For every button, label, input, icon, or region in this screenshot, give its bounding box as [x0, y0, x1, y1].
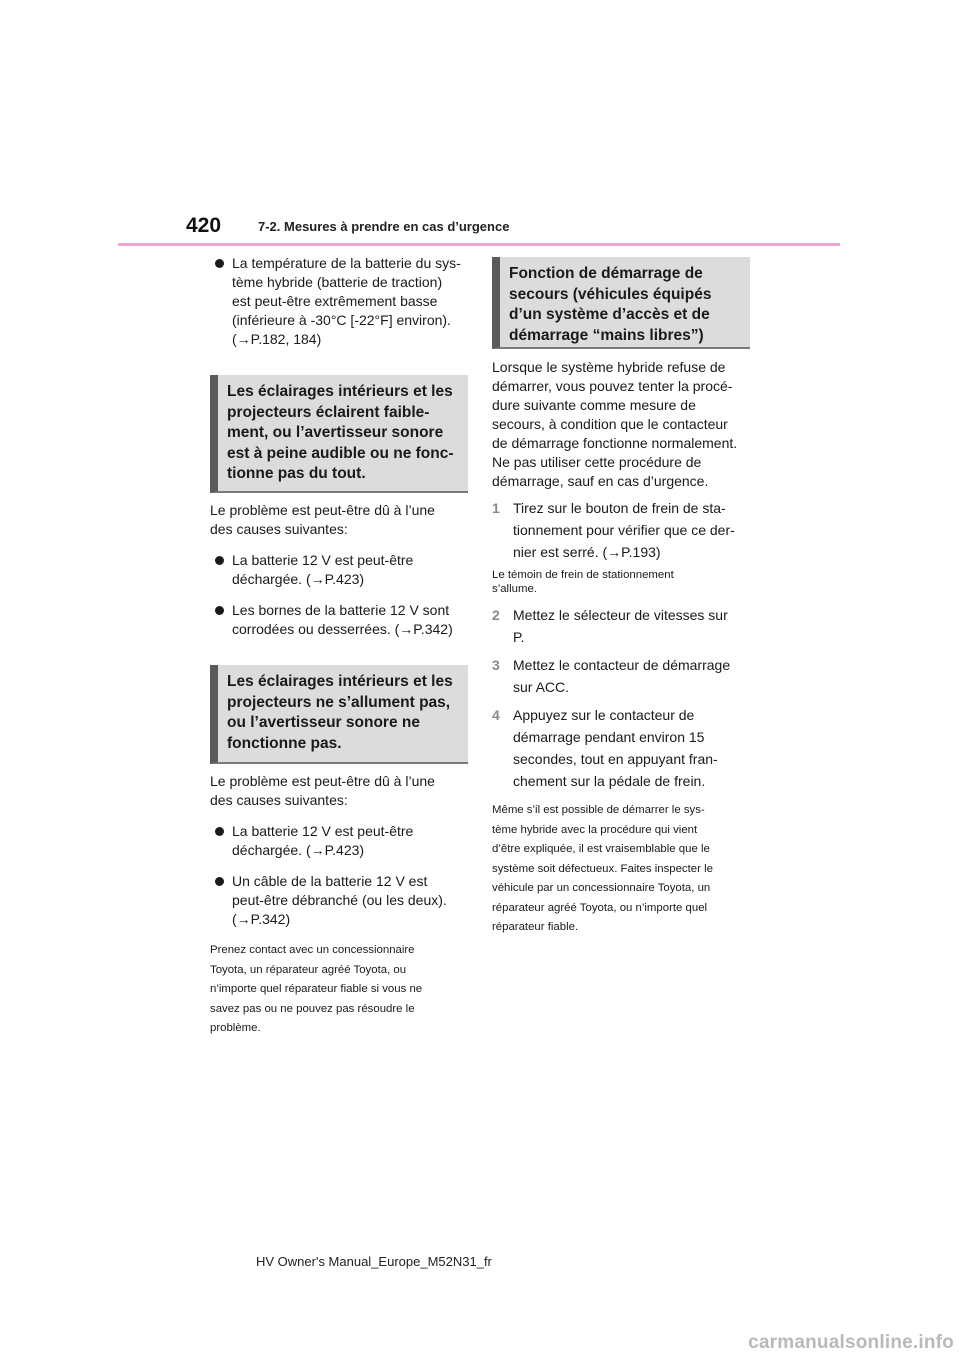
- bullet-cable-disconnected: [214, 872, 468, 929]
- causes-intro-2: Le problème est peut-être dû à l’une des causes suivantes:: [210, 773, 435, 808]
- step-4: [492, 704, 750, 792]
- heading-box-emergency-start: Fonction de démarrage de secours (véhicules équipés d’un système d’accès et de démarrage “mains libres”): [492, 257, 750, 349]
- step-2: [492, 604, 750, 648]
- bullet-terminals-corroded: [214, 601, 468, 639]
- step-number: 4: [492, 707, 500, 723]
- watermark: carmanualsonline.info: [748, 1332, 954, 1353]
- bullet-text: Un câble de la batterie 12 V est peut-être débranché (ou les deux). (→P.342): [232, 873, 447, 927]
- page-number: 420: [186, 214, 222, 237]
- bullet-dot: [215, 827, 224, 836]
- bullet-text: La batterie 12 V est peut-être déchargée. (→P.423): [232, 823, 414, 858]
- bullet-battery-discharged-2: [214, 822, 468, 860]
- bullet-text: La température de la batterie du sys- tème hybride (batterie de traction) est peut-être extrêmement basse (inférieure à -30°C [-22°F] environ). (→P.182, 184): [232, 255, 461, 347]
- heading-box-weak-lights: Les éclairages intérieurs et les projecteurs éclairent faible- ment, ou l’avertisseur sonore est à peine audible ou ne fonc- tionne pas du tout.: [210, 375, 468, 493]
- bullet-dot: [215, 606, 224, 615]
- bullet-dot: [215, 259, 224, 268]
- manual-footer: HV Owner's Manual_Europe_M52N31_fr: [256, 1254, 492, 1269]
- heading-box-no-lights: Les éclairages intérieurs et les projecteurs ne s’allument pas, ou l’avertisseur sonore ne fonctionne pas.: [210, 665, 468, 764]
- header-rule: [118, 243, 840, 246]
- step-number: 2: [492, 607, 500, 623]
- emergency-start-intro: Lorsque le système hybride refuse de démarrer, vous pouvez tenter la procé- dure suivante comme mesure de secours, à condition que le contacteur de démarrage fonctionne normalement. Ne pas utiliser cette procédure de démarrage, sauf en cas d’urgence.: [492, 359, 738, 489]
- contact-dealer-note: Prenez contact avec un concessionnaire Toyota, un réparateur agréé Toyota, ou n’importe quel réparateur fiable si vous ne savez pas ou ne pouvez pas résoudre le problème.: [210, 944, 423, 1034]
- step-number: 3: [492, 657, 500, 673]
- causes-intro-1: Le problème est peut-être dû à l’une des causes suivantes:: [210, 502, 435, 537]
- left-column: [210, 254, 468, 1039]
- bullet-text: Les bornes de la batterie 12 V sont corrodées ou desserrées. (→P.342): [232, 602, 453, 637]
- closing-note: Même s’il est possible de démarrer le sys- tème hybride avec la procédure qui vient d’être expliquée, il est vraisemblable que le système soit défectueux. Faites inspecter le véhicule par un concessionnaire Toyota, un réparateur agréé Toyota, ou n’importe quel réparateur fiable.: [492, 804, 713, 933]
- right-column: [492, 257, 750, 938]
- step-text: Tirez sur le bouton de frein de sta- tionnement pour vérifier que ce der- nier est serré. (→P.193): [513, 500, 735, 560]
- step-text: Mettez le sélecteur de vitesses sur P.: [513, 607, 728, 645]
- section-title: 7-2. Mesures à prendre en cas d’urgence: [258, 219, 510, 234]
- step-text: Appuyez sur le contacteur de démarrage pendant environ 15 secondes, tout en appuyant fran- chement sur la pédale de frein.: [513, 707, 718, 789]
- bullet-battery-discharged-1: [214, 551, 468, 589]
- step-3: [492, 654, 750, 698]
- bullet-battery-temperature: [214, 254, 468, 349]
- step-1-note: Le témoin de frein de stationnement s’allume.: [492, 569, 674, 595]
- step-1: [492, 497, 750, 563]
- step-number: 1: [492, 500, 500, 516]
- bullet-dot: [215, 877, 224, 886]
- step-text: Mettez le contacteur de démarrage sur ACC.: [513, 657, 731, 695]
- bullet-dot: [215, 556, 224, 565]
- bullet-text: La batterie 12 V est peut-être déchargée. (→P.423): [232, 552, 414, 587]
